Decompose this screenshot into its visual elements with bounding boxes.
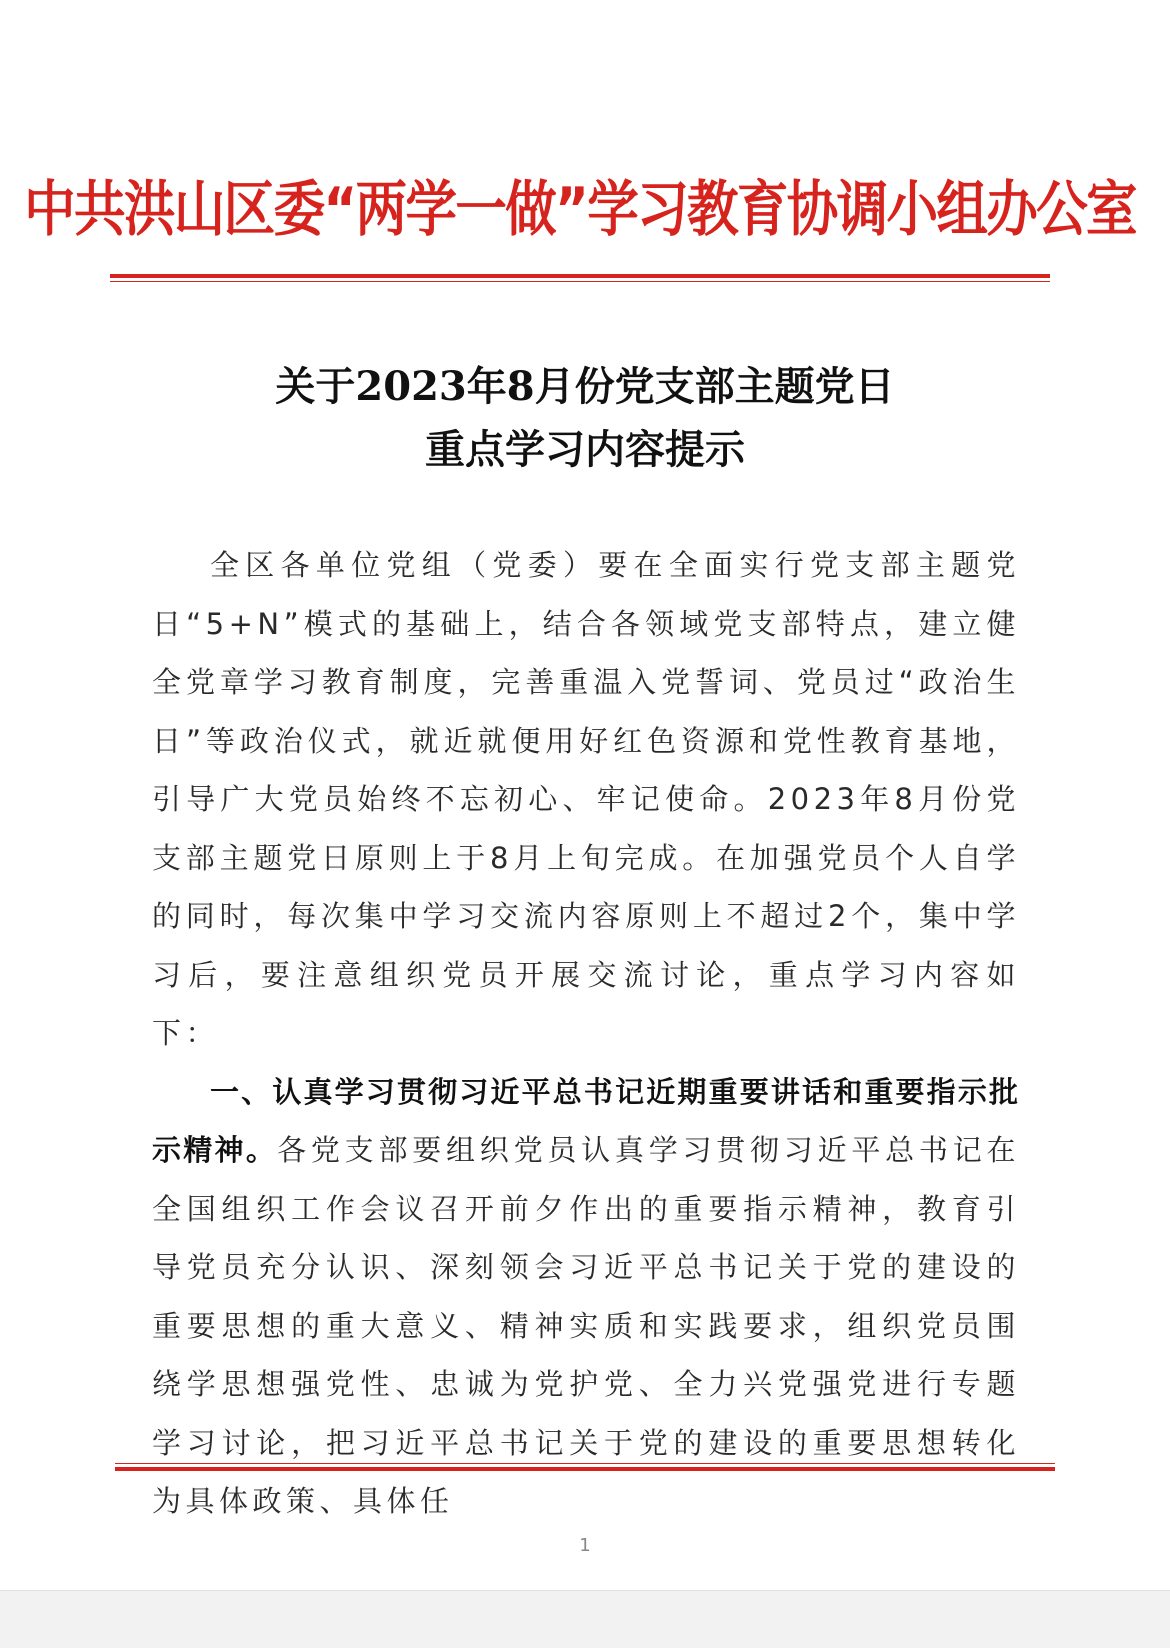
section-1-heading: 一、认真学习贯彻习近平总书记近期重要讲话和重要指示批示精神。 bbox=[152, 1074, 1020, 1167]
section-1-body: 各党支部要组织党员认真学习贯彻习近平总书记在全国组织工作会议召开前夕作出的重要指示精神，教育引导党员充分认识、深刻领会习近平总书记关于党的建设的重要思想的重大意义、精神实质和实践要求，组织党员围绕学思想强党性、忠诚为党护党、全力兴党强党进行专题学习讨论，把习近平总书记关于党的建设的重要思想转化为具体政策、具体任 bbox=[152, 1133, 1020, 1518]
document-title-line2: 重点学习内容提示 bbox=[425, 426, 745, 473]
document-body bbox=[152, 536, 1020, 1531]
page-number: 1 bbox=[579, 1535, 591, 1556]
document-title-line1: 关于2023年8月份党支部主题党日 bbox=[275, 363, 895, 410]
intro-paragraph: 全区各单位党组（党委）要在全面实行党支部主题党日“5+N”模式的基础上，结合各领域党支部特点，建立健全党章学习教育制度，完善重温入党誓词、党员过“政治生日”等政治仪式，就近就便用好红色资源和党性教育基地，引导广大党员始终不忘初心、牢记使命。2023年8月份党支部主题党日原则上于8月上旬完成。在加强党员个人自学的同时，每次集中学习交流内容原则上不超过2个，集中学习后，要注意组织党员开展交流讨论，重点学习内容如下： bbox=[152, 548, 1020, 1050]
masthead-title: 中共洪山区委“两学一做”学习教育协调小组办公室 bbox=[24, 175, 1136, 245]
masthead-rule-thin bbox=[110, 281, 1050, 282]
masthead-rule-thick bbox=[110, 274, 1050, 278]
page-separator bbox=[0, 1590, 1170, 1648]
footer-rule-thin bbox=[115, 1463, 1055, 1464]
footer-rule-thick bbox=[115, 1467, 1055, 1471]
section-1-paragraph bbox=[152, 1063, 1020, 1531]
